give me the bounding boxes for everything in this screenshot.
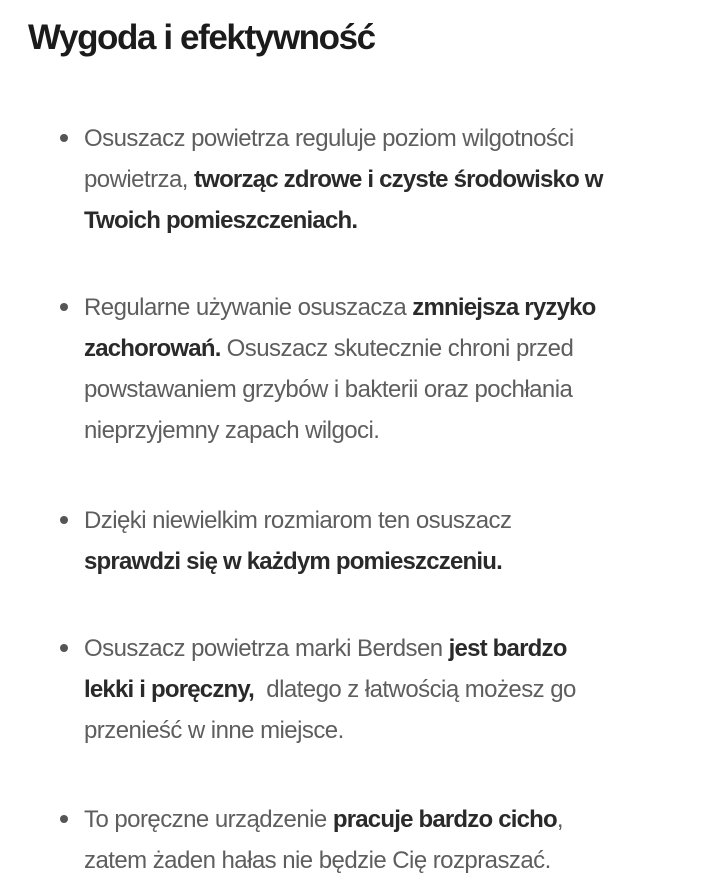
text-line (84, 410, 684, 451)
text-run: zatem żaden hałas nie będzie Cię rozpraszać. (84, 847, 551, 874)
text-line (84, 840, 684, 881)
text-line (84, 628, 684, 669)
bold-text: tworząc zdrowe i czyste środowisko w (194, 166, 603, 193)
text-run: Regularne używanie osuszacza (84, 294, 413, 321)
text-run: Dzięki niewielkim rozmiarom ten osuszacz (84, 507, 512, 534)
text-run: Osuszacz powietrza marki Berdsen (84, 635, 449, 662)
list-item-text (84, 628, 684, 751)
bold-text: pracuje bardzo cicho (332, 806, 557, 833)
text-run: powstawaniem grzybów i bakterii oraz pochłania (84, 376, 573, 403)
text-run: przenieść w inne miejsce. (84, 717, 344, 744)
list-item-text (84, 287, 684, 451)
bold-text: Twoich pomieszczeniach. (84, 207, 358, 234)
text-line (84, 200, 684, 241)
text-run: Osuszacz skutecznie chroni przed (220, 335, 574, 362)
text-line (84, 669, 684, 710)
bullet-icon (60, 644, 68, 652)
text-line (84, 500, 684, 541)
text-line (84, 159, 684, 200)
text-run: nieprzyjemny zapach wilgoci. (84, 417, 380, 444)
text-line (84, 710, 684, 751)
text-line (84, 118, 684, 159)
text-run: Osuszacz powietrza reguluje poziom wilgotności (84, 125, 574, 152)
bullet-icon (60, 815, 68, 823)
text-run: To poręczne urządzenie (84, 806, 333, 833)
bullet-icon (60, 134, 68, 142)
text-run: powietrza, (84, 166, 195, 193)
list-item-text (84, 118, 684, 241)
text-run: , (556, 806, 564, 833)
text-line (84, 799, 684, 840)
bold-text: sprawdzi się w każdym pomieszczeniu. (84, 548, 503, 575)
text-line (84, 541, 684, 582)
text-line (84, 287, 684, 328)
bold-text: jest bardzo (448, 635, 567, 662)
bullet-icon (60, 516, 68, 524)
list-item-text (84, 799, 684, 881)
bold-text: zachorowań. (84, 335, 221, 362)
bold-text: zmniejsza ryzyko (412, 294, 596, 321)
bullet-icon (60, 303, 68, 311)
text-run: dlatego z łatwością możesz go (254, 676, 576, 703)
list-item-text (84, 500, 684, 582)
text-line (84, 369, 684, 410)
bold-text: lekki i poręczny, (84, 676, 255, 703)
text-line (84, 328, 684, 369)
section-heading: Wygoda i efektywność (28, 18, 375, 57)
